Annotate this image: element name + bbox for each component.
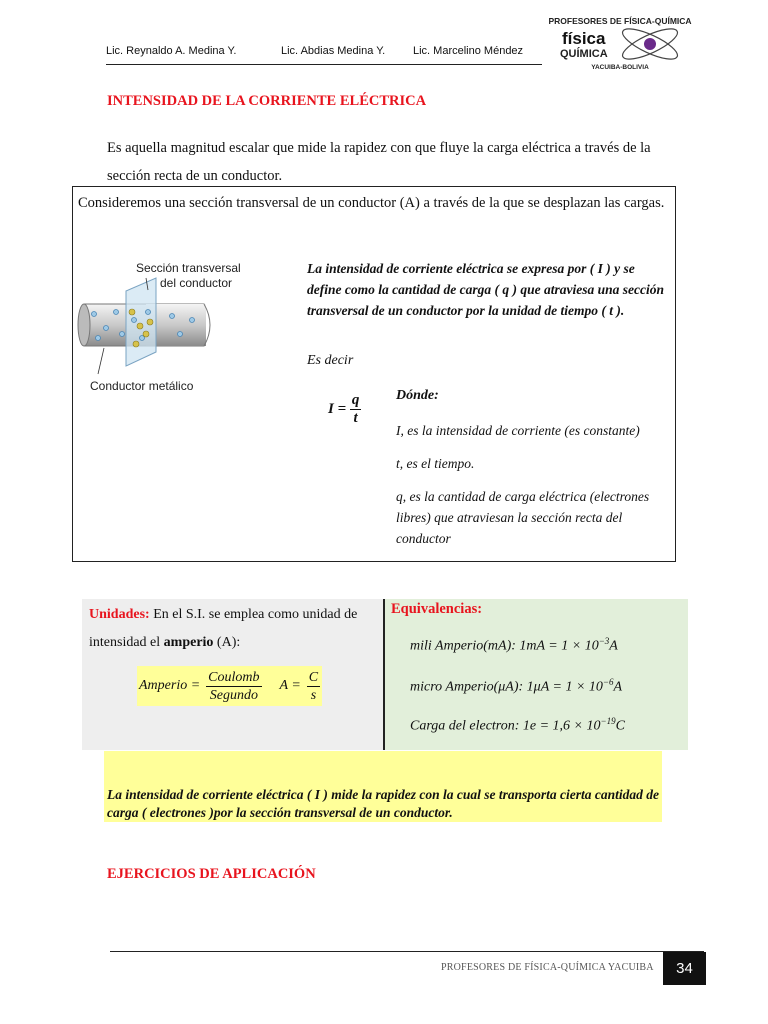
- definition-item: q, es la cantidad de carga eléctrica (electrones libres) que atraviesan la sección recta del conductor: [396, 489, 650, 546]
- figure-label-conductor: Conductor metálico: [90, 379, 194, 393]
- footer-text: PROFESORES DE FÍSICA-QUÍMICA YACUIBA: [441, 962, 654, 973]
- ampere-formula: [137, 666, 322, 706]
- logo-word-2: QUÍMICA: [560, 48, 608, 60]
- equivalences-title: Equivalencias:: [391, 601, 483, 617]
- donde-label: Dónde:: [396, 388, 439, 403]
- logo: [548, 14, 692, 72]
- author-2: Lic. Abdias Medina Y.: [281, 45, 386, 57]
- intro-paragraph: Es aquella magnitud escalar que mide la rapidez con que fluye la carga eléctrica a través de la sección recta de un conductor.: [107, 140, 651, 184]
- exercises-title: EJERCICIOS DE APLICACIÓN: [107, 866, 316, 882]
- equivalence-item: [410, 677, 622, 696]
- equivalence-exponent: −19: [600, 716, 616, 726]
- equivalence-name: micro Amperio(μA): 1μA = 1 × 10: [410, 679, 603, 695]
- author-3: Lic. Marcelino Méndez: [413, 45, 524, 57]
- equivalence-unit: A: [613, 679, 623, 695]
- equivalence-unit: A: [609, 638, 618, 654]
- formula-numerator: q: [351, 392, 360, 408]
- equivalence-name: mili Amperio(mA): 1mA = 1 × 10: [410, 638, 599, 654]
- box-intro: Consideremos una sección transversal de un conductor (A) a través de la que se desplazan las cargas.: [78, 195, 665, 211]
- panel-divider: [383, 599, 385, 750]
- logo-word-1: física: [562, 29, 606, 48]
- units-text-b: (A):: [213, 635, 241, 650]
- units-label: Unidades:: [89, 607, 150, 622]
- author-1: Lic. Reynaldo A. Medina Y.: [106, 45, 237, 57]
- formula-lhs: I =: [328, 400, 347, 417]
- atom-logo-icon: [548, 14, 692, 72]
- definition-item: I, es la intensidad de corriente (es constante): [396, 423, 640, 438]
- equivalence-unit: C: [615, 718, 625, 734]
- amp-numerator: Coulomb: [208, 669, 260, 685]
- equivalence-exponent: −6: [602, 677, 614, 687]
- amp-fraction: [206, 669, 261, 704]
- header-rule: [106, 64, 542, 65]
- equivalence-exponent: −3: [598, 636, 610, 646]
- logo-bottom-text: YACUIBA-BOLIVIA: [591, 64, 649, 71]
- amp-lhs: Amperio =: [139, 678, 201, 693]
- footer-rule: [110, 951, 704, 952]
- definition-item: t, es el tiempo.: [396, 456, 475, 471]
- highlight-text: La intensidad de corriente eléctrica ( I ) mide la rapidez con la cual se transporta cierta cantidad de carga ( electrones )por la sección transversal de un conductor.: [107, 787, 659, 820]
- equivalence-item: [410, 716, 625, 735]
- definition-text: La intensidad de corriente eléctrica se expresa por ( I ) y se define como la cantidad de carga ( q ) que atraviesa una sección transversal de un conductor por la unidad de tiempo ( t ).: [307, 261, 664, 318]
- amp-fraction-2: [307, 669, 320, 704]
- es-decir-label: Es decir: [307, 353, 354, 368]
- figure-label-section-2: del conductor: [160, 276, 233, 290]
- current-formula: [328, 392, 361, 427]
- formula-fraction: [350, 392, 362, 427]
- units-text: [89, 601, 379, 657]
- conductor-figure: [76, 256, 296, 396]
- formula-denominator: t: [353, 410, 358, 426]
- amp-numerator-2: C: [308, 669, 319, 685]
- logo-top-text: PROFESORES DE FÍSICA-QUÍMICA: [548, 16, 692, 26]
- amp-denominator: Segundo: [209, 687, 258, 703]
- equivalence-name: Carga del electron: 1e = 1,6 × 10: [410, 718, 601, 734]
- page-number: 34: [663, 952, 706, 985]
- section-title: INTENSIDAD DE LA CORRIENTE ELÉCTRICA: [107, 93, 427, 109]
- equivalence-item: [410, 636, 618, 655]
- units-bold: amperio: [163, 635, 214, 650]
- units-text-a: En el S.I. se emplea como unidad de intensidad el: [89, 607, 358, 650]
- amp-denominator-2: s: [310, 687, 317, 703]
- figure-label-section-1: Sección transversal: [136, 261, 241, 275]
- amp-lhs-2: A =: [279, 678, 301, 693]
